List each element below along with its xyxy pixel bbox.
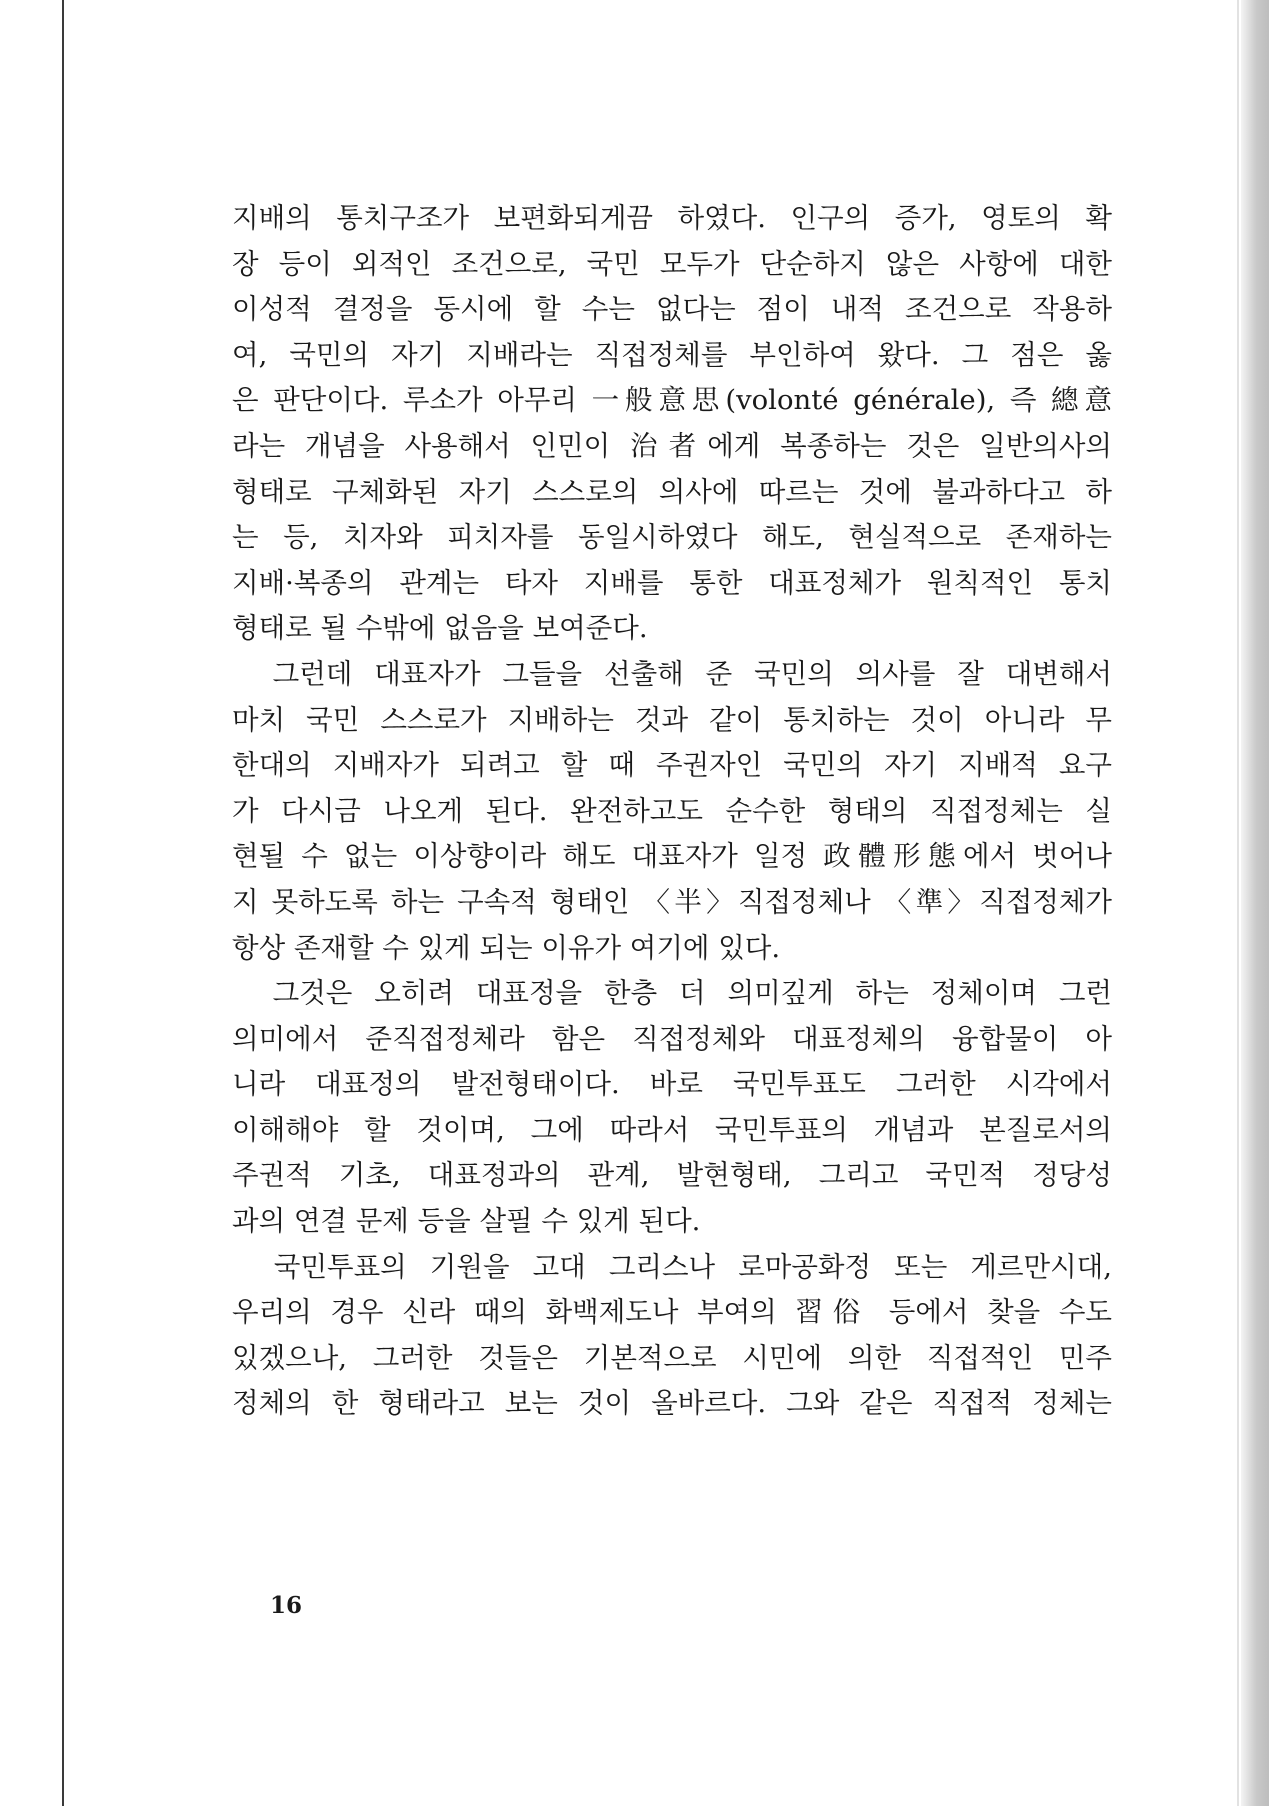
text-line: 있겠으나, 그러한 것들은 기본적으로 시민에 의한 직접적인 민주 xyxy=(232,1341,1112,1374)
text-line: 현될 수 없는 이상향이라 해도 대표자가 일정 政體形態에서 벗어나 xyxy=(232,840,1112,873)
page-number: 16 xyxy=(270,1592,303,1619)
text-line: 라는 개념을 사용해서 인민이 治者에게 복종하는 것은 일반의사의 xyxy=(232,429,1112,462)
text-line: 국민투표의 기원을 고대 그리스나 로마공화정 또는 게르만시대, xyxy=(232,1250,1112,1283)
text-line: 그런데 대표자가 그들을 선출해 준 국민의 의사를 잘 대변해서 xyxy=(232,657,1112,690)
text-line: 지배의 통치구조가 보편화되게끔 하였다. 인구의 증가, 영토의 확 xyxy=(232,202,1112,234)
text-line: 여, 국민의 자기 지배라는 직접정체를 부인하여 왔다. 그 점은 옳 xyxy=(232,338,1112,371)
text-line: 정체의 한 형태라고 보는 것이 올바르다. 그와 같은 직접적 정체는 xyxy=(232,1387,1112,1420)
text-line: 은 판단이다. 루소가 아무리 一般意思(volonté générale), 즉 總意 xyxy=(232,384,1112,417)
text-line: 형태로 될 수밖에 없음을 보여준다. xyxy=(232,612,648,645)
text-line: 장 등이 외적인 조건으로, 국민 모두가 단순하지 않은 사항에 대한 xyxy=(232,247,1112,280)
text-line: 우리의 경우 신라 때의 화백제도나 부여의 習俗 등에서 찾을 수도 xyxy=(232,1296,1112,1329)
text-line: 지 못하도록 하는 구속적 형태인 〈半〉직접정체나 〈準〉직접정체가 xyxy=(232,885,1112,918)
text-line: 는 등, 치자와 피치자를 동일시하였다 해도, 현실적으로 존재하는 xyxy=(232,521,1112,554)
text-line: 주권적 기초, 대표정과의 관계, 발현형태, 그리고 국민적 정당성 xyxy=(232,1159,1112,1192)
text-line: 니라 대표정의 발전형태이다. 바로 국민투표도 그러한 시각에서 xyxy=(232,1068,1112,1101)
text-line: 이해해야 할 것이며, 그에 따라서 국민투표의 개념과 본질로서의 xyxy=(232,1113,1112,1146)
page-left-edge xyxy=(62,0,64,1806)
text-line: 과의 연결 문제 등을 살필 수 있게 된다. xyxy=(232,1205,701,1238)
text-line: 지배·복종의 관계는 타자 지배를 통한 대표정체가 원칙적인 통치 xyxy=(232,566,1112,599)
text-line: 이성적 결정을 동시에 할 수는 없다는 점이 내적 조건으로 작용하 xyxy=(232,293,1112,326)
text-line: 마치 국민 스스로가 지배하는 것과 같이 통치하는 것이 아니라 무 xyxy=(232,703,1112,736)
body-text xyxy=(232,196,1112,1427)
text-line: 가 다시금 나오게 된다. 완전하고도 순수한 형태의 직접정체는 실 xyxy=(232,794,1112,827)
page-right-edge xyxy=(1237,0,1239,1806)
text-line: 항상 존재할 수 있게 되는 이유가 여기에 있다. xyxy=(232,931,781,964)
text-line: 의미에서 준직접정체라 함은 직접정체와 대표정체의 융합물이 아 xyxy=(232,1022,1112,1055)
binding-shadow xyxy=(1241,0,1269,1806)
text-line: 한대의 지배자가 되려고 할 때 주권자인 국민의 자기 지배적 요구 xyxy=(232,749,1112,782)
text-line: 형태로 구체화된 자기 스스로의 의사에 따르는 것에 불과하다고 하 xyxy=(232,475,1112,508)
text-line: 그것은 오히려 대표정을 한층 더 의미깊게 하는 정체이며 그런 xyxy=(232,977,1112,1010)
